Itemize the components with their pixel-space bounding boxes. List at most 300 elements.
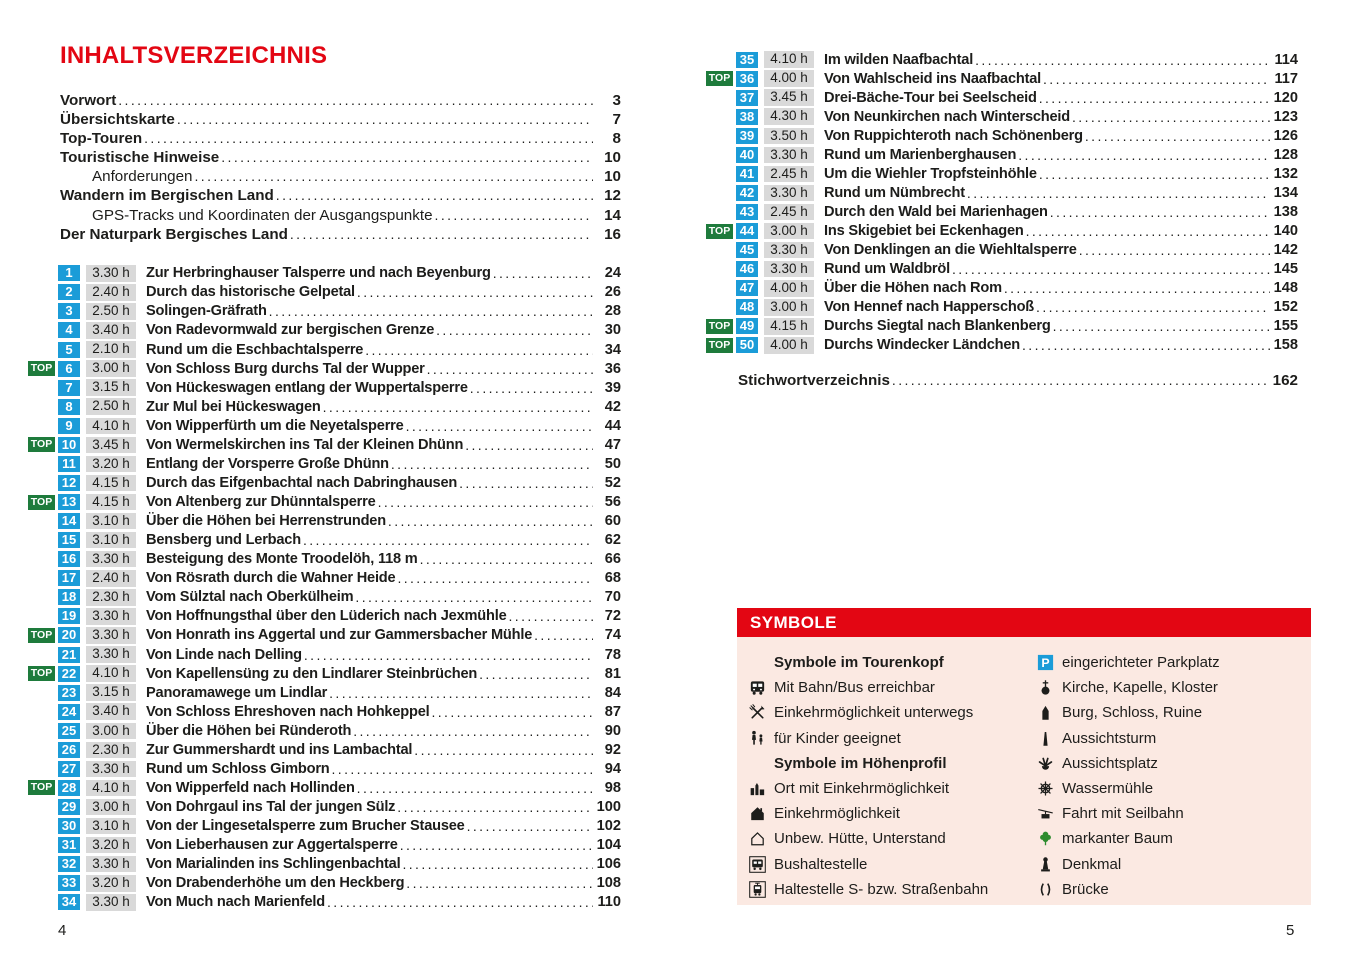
dot-leader <box>1083 128 1270 144</box>
tour-number-badge: 28 <box>58 780 80 796</box>
cutlery-icon <box>747 703 767 723</box>
tour-title: Rund um Waldbröl <box>824 261 950 278</box>
tour-row <box>706 183 1298 202</box>
top-badge: TOP <box>706 71 733 86</box>
intro-page-number: 16 <box>604 225 621 243</box>
dot-leader <box>325 894 593 910</box>
dot-leader <box>1077 242 1270 258</box>
dot-leader <box>950 261 1270 277</box>
tour-duration: 3.15 h <box>86 684 136 701</box>
tour-title: Bensberg und Lerbach <box>146 532 301 549</box>
tour-title: Durch den Wald bei Marienhagen <box>824 204 1048 221</box>
tour-page-number: 117 <box>1274 70 1298 87</box>
tour-page-number: 114 <box>1274 51 1298 68</box>
tour-duration: 2.50 h <box>86 303 136 320</box>
tour-page-number: 56 <box>604 494 621 511</box>
bus-stop-icon <box>747 854 767 874</box>
castle-icon <box>1035 703 1055 723</box>
dot-leader <box>1048 204 1270 220</box>
tour-number-badge: 41 <box>736 166 758 182</box>
dot-leader <box>1041 71 1270 87</box>
tour-duration: 3.00 h <box>86 723 136 740</box>
tour-title: Von Hennef nach Happerschoß <box>824 299 1035 316</box>
tour-page-number: 84 <box>604 684 621 701</box>
tour-title: Von Wipperfürth um die Neyetalsperre <box>146 417 404 434</box>
dot-leader <box>1034 299 1270 315</box>
tour-row <box>28 798 621 817</box>
tour-page-number: 134 <box>1273 184 1298 201</box>
dot-leader <box>274 187 593 203</box>
intro-label: Der Naturpark Bergisches Land <box>60 225 288 243</box>
bus-icon <box>747 678 767 698</box>
tour-title: Von Schloss Burg durchs Tal der Wupper <box>146 360 425 377</box>
tour-page-number: 104 <box>596 837 621 854</box>
tour-page-number: 92 <box>604 741 621 758</box>
tour-page-number: 123 <box>1273 108 1298 125</box>
tour-page-number: 120 <box>1273 89 1298 106</box>
tour-title: Ins Skigebiet bei Eckenhagen <box>824 223 1024 240</box>
tour-duration: 3.45 h <box>86 437 136 454</box>
dot-leader <box>351 723 593 739</box>
intro-label: Wandern im Bergischen Land <box>60 187 274 205</box>
symbol-label: Einkehrmöglichkeit unterwegs <box>774 704 974 722</box>
tour-row <box>28 397 621 416</box>
tour-number-badge: 17 <box>58 570 80 586</box>
tour-number-badge: 23 <box>58 685 80 701</box>
dot-leader <box>395 570 593 586</box>
village-icon <box>747 779 767 799</box>
tour-row <box>28 550 621 569</box>
tour-title: Von Linde nach Delling <box>146 646 302 663</box>
tour-number-badge: 45 <box>736 242 758 258</box>
bridge-icon <box>1035 879 1055 899</box>
tour-number-badge: 34 <box>58 894 80 910</box>
tour-row <box>706 164 1298 183</box>
tour-title: Durch das Eifgenbachtal nach Dabringhausen <box>146 474 458 491</box>
tour-page-number: 39 <box>604 379 621 396</box>
tour-page-number: 100 <box>596 799 621 816</box>
top-badge: TOP <box>28 361 55 376</box>
top-badge: TOP <box>28 437 55 452</box>
dot-leader <box>116 92 593 108</box>
symbol-row <box>1035 751 1311 776</box>
symbol-row <box>1035 776 1311 801</box>
tour-duration: 3.30 h <box>86 856 136 873</box>
tour-number-badge: 6 <box>58 361 80 377</box>
tour-row <box>28 454 621 473</box>
tram-stop-icon <box>747 879 767 899</box>
tour-duration: 3.45 h <box>764 89 814 106</box>
intro-label: Übersichtskarte <box>60 111 175 129</box>
tour-duration: 3.10 h <box>86 818 136 835</box>
tour-title: Von Radevormwald zur bergischen Grenze <box>146 322 435 339</box>
cablecar-icon <box>1035 804 1055 824</box>
symbol-label: Symbole im Tourenkopf <box>774 654 944 672</box>
dot-leader <box>288 226 593 242</box>
tour-page-number: 66 <box>604 551 621 568</box>
intro-row <box>60 168 621 187</box>
intro-label: Vorwort <box>60 92 117 109</box>
tour-title: Zur Mul bei Hückeswagen <box>146 398 321 415</box>
tour-row <box>28 721 621 740</box>
tour-duration: 4.00 h <box>764 337 814 354</box>
tour-row <box>28 340 621 359</box>
dot-leader <box>398 837 593 853</box>
tour-title: Vom Sülztal nach Oberkülheim <box>146 589 354 606</box>
symbols-panel-title: SYMBOLE <box>737 608 1311 637</box>
dot-leader <box>491 265 593 281</box>
tour-title: Durchs Siegtal nach Blankenberg <box>824 318 1051 335</box>
dot-leader <box>389 456 593 472</box>
tour-title: Von Marialinden ins Schlingenbachtal <box>146 856 401 873</box>
top-badge: TOP <box>28 495 55 510</box>
tour-number-badge: 11 <box>58 456 80 472</box>
tour-row <box>706 203 1298 222</box>
tour-duration: 4.15 h <box>86 494 136 511</box>
intro-page-number: 10 <box>604 149 621 167</box>
dot-leader <box>973 52 1270 68</box>
tour-duration: 3.30 h <box>86 627 136 644</box>
tour-title: Von Much nach Marienfeld <box>146 894 325 911</box>
tour-page-number: 87 <box>604 703 621 720</box>
tour-number-badge: 2 <box>58 284 80 300</box>
tour-title: Von Denklingen an die Wiehltalsperre <box>824 242 1077 259</box>
dot-leader <box>404 418 593 434</box>
dot-leader <box>404 875 593 891</box>
dot-leader <box>1037 90 1270 106</box>
dot-leader <box>433 207 593 223</box>
tour-page-number: 126 <box>1273 127 1298 144</box>
tour-row <box>706 336 1298 355</box>
symbol-label: Ort mit Einkehrmöglichkeit <box>774 780 950 798</box>
symbol-label: Bushaltestelle <box>774 855 868 873</box>
dot-leader <box>468 380 593 396</box>
tour-number-badge: 10 <box>58 437 80 453</box>
tour-row <box>706 241 1298 260</box>
dot-leader <box>267 303 593 319</box>
symbol-row <box>747 826 1035 851</box>
tour-title: Von Schloss Ehreshoven nach Hohkeppel <box>146 703 430 720</box>
tour-page-number: 30 <box>604 322 621 339</box>
tour-row <box>28 493 621 512</box>
tour-duration: 3.30 h <box>86 608 136 625</box>
tour-duration: 4.00 h <box>764 70 814 87</box>
intro-row <box>60 92 621 111</box>
tour-duration: 3.20 h <box>86 837 136 854</box>
tour-number-badge: 29 <box>58 799 80 815</box>
tour-number-badge: 22 <box>58 666 80 682</box>
tour-title: Von Dohrgaul ins Tal der jungen Sülz <box>146 799 396 816</box>
tour-number-badge: 3 <box>58 303 80 319</box>
watermill-icon <box>1035 779 1055 799</box>
symbol-label: Unbew. Hütte, Unterstand <box>774 830 946 848</box>
tour-duration: 3.30 h <box>764 242 814 259</box>
tour-title: Von Ruppichteroth nach Schönenberg <box>824 127 1083 144</box>
tour-number-badge: 4 <box>58 322 80 338</box>
tour-row <box>706 260 1298 279</box>
tour-row <box>28 664 621 683</box>
tour-page-number: 44 <box>604 417 621 434</box>
tour-duration: 4.10 h <box>764 51 814 68</box>
tour-duration: 2.40 h <box>86 284 136 301</box>
symbol-row <box>1035 726 1311 751</box>
tour-number-badge: 8 <box>58 399 80 415</box>
dot-leader <box>1037 166 1270 182</box>
tour-page-number: 24 <box>604 265 621 282</box>
tour-number-badge: 38 <box>736 109 758 125</box>
tour-duration: 3.30 h <box>764 147 814 164</box>
intro-page-number: 10 <box>604 168 621 186</box>
tour-number-badge: 20 <box>58 627 80 643</box>
tour-duration: 4.30 h <box>764 108 814 125</box>
tour-duration: 4.15 h <box>86 475 136 492</box>
dot-leader <box>376 494 593 510</box>
right-page <box>706 50 1298 391</box>
tour-row <box>706 107 1298 126</box>
tour-page-number: 72 <box>604 608 621 625</box>
dot-leader <box>425 361 593 377</box>
dot-leader <box>1070 109 1270 125</box>
tour-number-badge: 18 <box>58 589 80 605</box>
symbol-label: markanter Baum <box>1062 830 1173 848</box>
tour-row <box>28 283 621 302</box>
symbol-label: Einkehrmöglichkeit <box>774 805 900 823</box>
left-page <box>28 42 621 912</box>
top-badge: TOP <box>706 224 733 239</box>
symbols-column-right <box>1035 650 1311 905</box>
tour-row <box>706 69 1298 88</box>
tower-icon <box>1035 728 1055 748</box>
dot-leader <box>463 437 593 453</box>
tour-duration: 2.45 h <box>764 204 814 221</box>
tree-icon <box>1035 829 1055 849</box>
tour-title: Rund um Schloss Gimborn <box>146 760 330 777</box>
tour-number-badge: 15 <box>58 532 80 548</box>
symbol-row <box>747 751 1035 776</box>
tour-row <box>28 321 621 340</box>
tour-duration: 2.30 h <box>86 742 136 759</box>
symbol-label: Denkmal <box>1062 855 1122 873</box>
tour-title: Von Neunkirchen nach Winterscheid <box>824 108 1071 125</box>
dot-leader <box>330 761 593 777</box>
tour-duration: 3.10 h <box>86 532 136 549</box>
tour-row <box>706 317 1298 336</box>
tour-number-badge: 25 <box>58 723 80 739</box>
intro-row <box>60 111 621 130</box>
tour-list-right <box>706 50 1298 355</box>
tour-number-badge: 12 <box>58 475 80 491</box>
intro-row <box>60 149 621 168</box>
symbol-row <box>747 650 1035 675</box>
tour-duration: 2.10 h <box>86 341 136 358</box>
symbol-label: für Kinder geeignet <box>774 729 901 747</box>
symbol-row <box>1035 650 1311 675</box>
tour-duration: 2.40 h <box>86 570 136 587</box>
tour-row <box>28 836 621 855</box>
symbol-label: eingerichteter Parkplatz <box>1062 654 1220 672</box>
tour-page-number: 106 <box>596 856 621 873</box>
tour-number-badge: 27 <box>58 761 80 777</box>
tour-duration: 3.30 h <box>86 761 136 778</box>
symbol-icon <box>747 753 767 773</box>
tour-row <box>28 302 621 321</box>
tour-page-number: 34 <box>604 341 621 358</box>
symbol-row <box>747 877 1035 902</box>
symbols-panel-body <box>737 637 1311 905</box>
top-badge: TOP <box>28 628 55 643</box>
dot-leader <box>355 284 593 300</box>
tour-row <box>706 126 1298 145</box>
tour-title: Von Wahlscheid ins Naafbachtal <box>824 70 1042 87</box>
parking-icon <box>1035 653 1055 673</box>
tour-duration: 4.00 h <box>764 280 814 297</box>
tour-number-badge: 49 <box>736 318 758 334</box>
intro-page-number: 3 <box>612 92 621 109</box>
tour-title: Durch das historische Gelpetal <box>146 284 355 301</box>
tour-number-badge: 9 <box>58 418 80 434</box>
index-entry-page-number: 162 <box>1272 372 1298 389</box>
tour-number-badge: 40 <box>736 147 758 163</box>
tour-title: Über die Höhen bei Herrenstrunden <box>146 513 386 530</box>
tour-duration: 3.30 h <box>86 551 136 568</box>
tour-number-badge: 5 <box>58 342 80 358</box>
tour-number-badge: 14 <box>58 513 80 529</box>
symbol-row <box>747 675 1035 700</box>
intro-row <box>60 187 621 206</box>
tour-page-number: 110 <box>597 894 621 911</box>
intro-label: Touristische Hinweise <box>60 149 220 167</box>
tour-duration: 3.15 h <box>86 379 136 396</box>
tour-page-number: 138 <box>1273 204 1298 221</box>
tour-row <box>706 298 1298 317</box>
intro-list <box>60 92 621 245</box>
tour-number-badge: 32 <box>58 856 80 872</box>
tour-duration: 3.10 h <box>86 513 136 530</box>
tour-page-number: 94 <box>604 760 621 777</box>
dot-leader <box>532 627 593 643</box>
tour-duration: 3.00 h <box>764 299 814 316</box>
tour-number-badge: 36 <box>736 71 758 87</box>
symbols-column-left <box>747 650 1035 905</box>
tour-title: Besteigung des Monte Troodelöh, 118 m <box>146 551 418 568</box>
index-entry-label: Stichwortverzeichnis <box>738 372 890 389</box>
dot-leader <box>418 551 593 567</box>
tour-page-number: 52 <box>604 474 621 491</box>
tour-title: Von Altenberg zur Dhünntalsperre <box>146 494 376 511</box>
tour-row <box>28 435 621 454</box>
tour-page-number: 28 <box>604 303 621 320</box>
tour-number-badge: 26 <box>58 742 80 758</box>
symbol-icon <box>747 653 767 673</box>
tour-title: Zur Gummershardt und ins Lambachtal <box>146 741 413 758</box>
tour-number-badge: 50 <box>736 337 758 353</box>
dot-leader <box>506 608 593 624</box>
tour-duration: 2.30 h <box>86 589 136 606</box>
dot-leader <box>465 818 593 834</box>
monument-icon <box>1035 854 1055 874</box>
tour-title: Rund um Nümbrecht <box>824 184 965 201</box>
tour-row <box>28 416 621 435</box>
tour-number-badge: 19 <box>58 608 80 624</box>
tour-page-number: 74 <box>604 627 621 644</box>
tour-duration: 3.40 h <box>86 703 136 720</box>
tour-page-number: 128 <box>1273 146 1298 163</box>
dot-leader <box>477 666 593 682</box>
symbol-row <box>1035 826 1311 851</box>
symbol-row <box>747 726 1035 751</box>
tour-row <box>28 702 621 721</box>
tour-row <box>28 607 621 626</box>
tour-number-badge: 1 <box>58 265 80 281</box>
tour-title: Solingen-Gräfrath <box>146 303 267 320</box>
dot-leader <box>1020 337 1270 353</box>
tour-row <box>28 817 621 836</box>
tour-page-number: 145 <box>1273 261 1298 278</box>
tour-title: Von Hoffnungsthal über den Lüderich nach Jexmühle <box>146 608 507 625</box>
tour-page-number: 60 <box>604 513 621 530</box>
tour-duration: 3.30 h <box>86 894 136 911</box>
tour-row <box>706 279 1298 298</box>
tour-row <box>28 874 621 893</box>
dot-leader <box>412 742 593 758</box>
top-badge: TOP <box>28 780 55 795</box>
dot-leader <box>1016 147 1270 163</box>
symbol-row <box>1035 675 1311 700</box>
tour-title: Entlang der Vorsperre Große Dhünn <box>146 455 389 472</box>
symbol-label: Symbole im Höhenprofil <box>774 754 947 772</box>
top-badge: TOP <box>28 666 55 681</box>
tour-row <box>28 855 621 874</box>
intro-page-number: 7 <box>612 111 621 129</box>
tour-number-badge: 30 <box>58 818 80 834</box>
tour-page-number: 142 <box>1273 242 1298 259</box>
tour-title: Von Drabenderhöhe um den Heckberg <box>146 875 405 892</box>
tour-row <box>28 893 621 912</box>
intro-row <box>60 226 621 245</box>
tour-title: Von der Lingesetalsperre zum Brucher Stausee <box>146 818 465 835</box>
top-badge: TOP <box>706 338 733 353</box>
symbol-label: Burg, Schloss, Ruine <box>1062 704 1203 722</box>
symbol-row <box>1035 877 1311 902</box>
tour-page-number: 102 <box>596 818 621 835</box>
symbol-row <box>747 776 1035 801</box>
tour-title: Von Kapellensüng zu den Lindlarer Steinbrüchen <box>146 665 478 682</box>
dot-leader <box>457 475 593 491</box>
tour-number-badge: 16 <box>58 551 80 567</box>
tour-duration: 3.50 h <box>764 128 814 145</box>
tour-number-badge: 35 <box>736 52 758 68</box>
children-icon <box>747 728 767 748</box>
tour-title: Um die Wiehler Tropfsteinhöhle <box>824 165 1037 182</box>
tour-page-number: 158 <box>1273 337 1298 354</box>
dot-leader <box>890 372 1270 388</box>
tour-duration: 3.00 h <box>764 223 814 240</box>
page-title: INHALTSVERZEICHNIS <box>60 42 328 69</box>
tour-page-number: 36 <box>604 360 621 377</box>
tour-row <box>28 626 621 645</box>
tour-page-number: 78 <box>604 646 621 663</box>
dot-leader <box>1051 318 1270 334</box>
dot-leader <box>363 342 593 358</box>
tour-row <box>28 531 621 550</box>
tour-duration: 3.30 h <box>764 185 814 202</box>
tour-number-badge: 42 <box>736 185 758 201</box>
tour-number-badge: 47 <box>736 280 758 296</box>
dot-leader <box>1002 280 1270 296</box>
tour-number-badge: 43 <box>736 204 758 220</box>
dot-leader <box>142 130 593 146</box>
house-outline-icon <box>747 829 767 849</box>
